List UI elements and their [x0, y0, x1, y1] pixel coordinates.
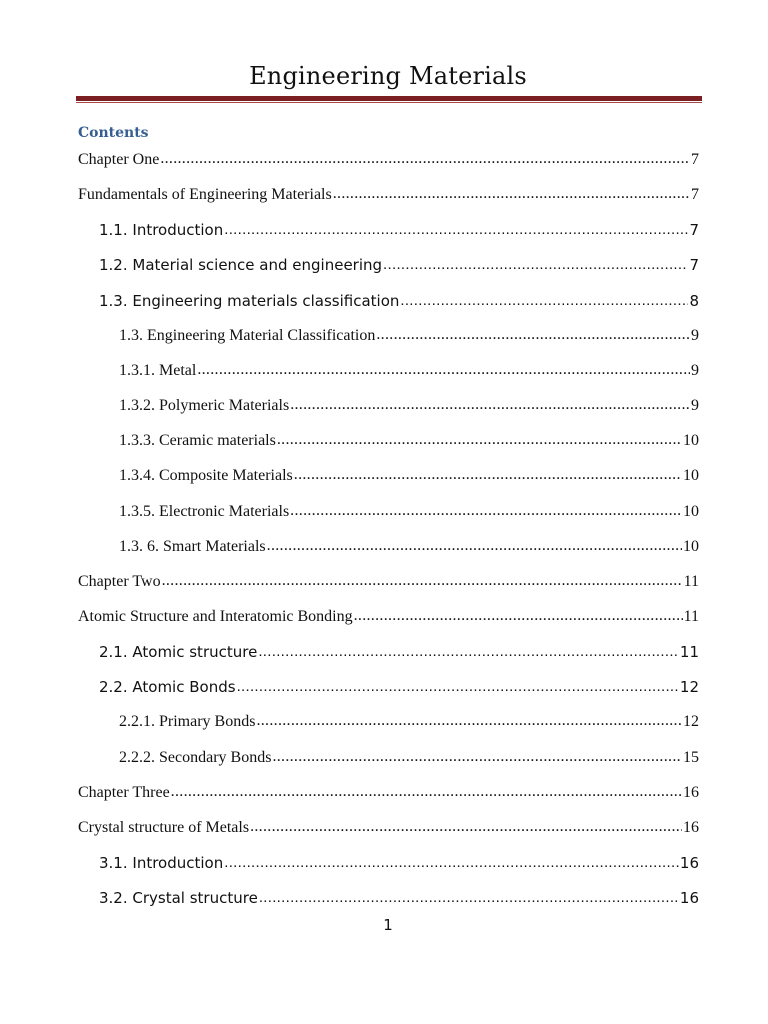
- toc-entry-title: 2.2.2. Secondary Bonds: [119, 749, 272, 766]
- toc-entry-title: 3.1. Introduction: [99, 854, 224, 872]
- toc-dot-leader: [272, 745, 682, 769]
- toc-entry[interactable]: [99, 218, 699, 242]
- toc-entry-title: 1.3.2. Polymeric Materials: [119, 397, 290, 414]
- toc-entry-title: 1.2. Material science and engineering: [99, 256, 383, 274]
- toc-entry[interactable]: [119, 324, 699, 348]
- toc-dot-leader: [237, 675, 679, 699]
- toc-entry-title: 2.2.1. Primary Bonds: [119, 713, 256, 730]
- toc-dot-leader: [400, 289, 688, 313]
- toc-entry[interactable]: [119, 359, 699, 383]
- title-rule-thin: [76, 102, 702, 103]
- toc-entry-title: 1.3.3. Ceramic materials: [119, 432, 276, 449]
- toc-entry-page: 10: [683, 538, 699, 555]
- toc-entry-title: 1.1. Introduction: [99, 221, 224, 239]
- toc-entry-page: 11: [683, 608, 699, 625]
- toc-entry[interactable]: [99, 675, 699, 699]
- toc-dot-leader: [354, 604, 683, 628]
- toc-dot-leader: [294, 463, 682, 487]
- toc-entry-title: 2.2. Atomic Bonds: [99, 678, 236, 696]
- toc-dot-leader: [290, 499, 682, 523]
- toc-entry-title: 1.3.1. Metal: [119, 362, 197, 379]
- toc-dot-leader: [259, 886, 679, 910]
- toc-dot-leader: [250, 815, 682, 839]
- toc-entry-title: Atomic Structure and Interatomic Bonding: [78, 608, 353, 625]
- toc-dot-leader: [383, 253, 688, 277]
- toc-entry[interactable]: [99, 640, 699, 664]
- toc-entry-title: 1.3. 6. Smart Materials: [119, 538, 266, 555]
- toc-entry[interactable]: [78, 605, 699, 629]
- toc-entry-page: 7: [689, 256, 699, 274]
- toc-dot-leader: [333, 182, 690, 206]
- toc-entry[interactable]: [78, 570, 699, 594]
- toc-entry[interactable]: [99, 253, 699, 277]
- toc-dot-leader: [224, 218, 688, 242]
- toc-entry-page: 10: [683, 467, 699, 484]
- toc-entry[interactable]: [78, 816, 699, 840]
- toc-entry[interactable]: [119, 394, 699, 418]
- toc-entry-page: 12: [679, 678, 699, 696]
- toc-entry-title: 1.3. Engineering materials classification: [99, 292, 400, 310]
- toc-entry-page: 16: [679, 854, 699, 872]
- toc-entry[interactable]: [119, 500, 699, 524]
- toc-entry-page: 11: [679, 643, 699, 661]
- toc-dot-leader: [376, 323, 690, 347]
- toc-entry-page: 7: [691, 186, 699, 203]
- toc-entry[interactable]: [119, 429, 699, 453]
- toc-dot-leader: [162, 569, 683, 593]
- toc-entry-title: Fundamentals of Engineering Materials: [78, 186, 332, 203]
- toc-entry-page: 10: [683, 503, 699, 520]
- toc-entry-page: 8: [689, 292, 699, 310]
- toc-entry-title: Chapter One: [78, 151, 160, 168]
- toc-dot-leader: [277, 428, 682, 452]
- page-number: 1: [383, 916, 393, 934]
- toc-entry[interactable]: [99, 886, 699, 910]
- toc-dot-leader: [267, 534, 682, 558]
- toc-entry-title: 1.3.4. Composite Materials: [119, 467, 293, 484]
- toc-entry-title: Crystal structure of Metals: [78, 819, 250, 836]
- toc-entry-page: 15: [683, 749, 699, 766]
- toc-entry-title: Chapter Two: [78, 573, 161, 590]
- toc-entry-title: 3.2. Crystal structure: [99, 889, 258, 907]
- document-title: Engineering Materials: [249, 62, 527, 90]
- toc-entry-page: 10: [683, 432, 699, 449]
- toc-entry-page: 9: [691, 397, 699, 414]
- contents-heading: Contents: [78, 125, 149, 141]
- toc-dot-leader: [171, 780, 682, 804]
- toc-entry[interactable]: [119, 746, 699, 770]
- toc-dot-leader: [160, 147, 690, 171]
- toc-entry[interactable]: [119, 464, 699, 488]
- toc-entry-page: 7: [691, 151, 699, 168]
- toc-entry-page: 16: [683, 819, 699, 836]
- toc-entry-page: 9: [691, 362, 699, 379]
- toc-entry[interactable]: [78, 148, 699, 172]
- toc-entry-page: 12: [683, 713, 699, 730]
- toc-entry[interactable]: [99, 289, 699, 313]
- toc-dot-leader: [224, 851, 679, 875]
- toc-dot-leader: [256, 709, 682, 733]
- toc-entry[interactable]: [78, 183, 699, 207]
- toc-entry[interactable]: [119, 710, 699, 734]
- toc-dot-leader: [258, 640, 679, 664]
- toc-entry-page: 7: [689, 221, 699, 239]
- toc-entry-page: 9: [691, 327, 699, 344]
- toc-entry-title: Chapter Three: [78, 784, 170, 801]
- toc-entry[interactable]: [99, 851, 699, 875]
- toc-entry-title: 1.3.5. Electronic Materials: [119, 503, 290, 520]
- toc-entry[interactable]: [119, 535, 699, 559]
- toc-entry-title: 1.3. Engineering Material Classification: [119, 327, 376, 344]
- toc-entry-page: 16: [679, 889, 699, 907]
- toc-dot-leader: [197, 358, 690, 382]
- toc-entry[interactable]: [78, 781, 699, 805]
- toc-entry-page: 11: [683, 573, 699, 590]
- toc-dot-leader: [290, 393, 690, 417]
- toc-entry-title: 2.1. Atomic structure: [99, 643, 258, 661]
- title-rule: [76, 96, 702, 101]
- toc-entry-page: 16: [683, 784, 699, 801]
